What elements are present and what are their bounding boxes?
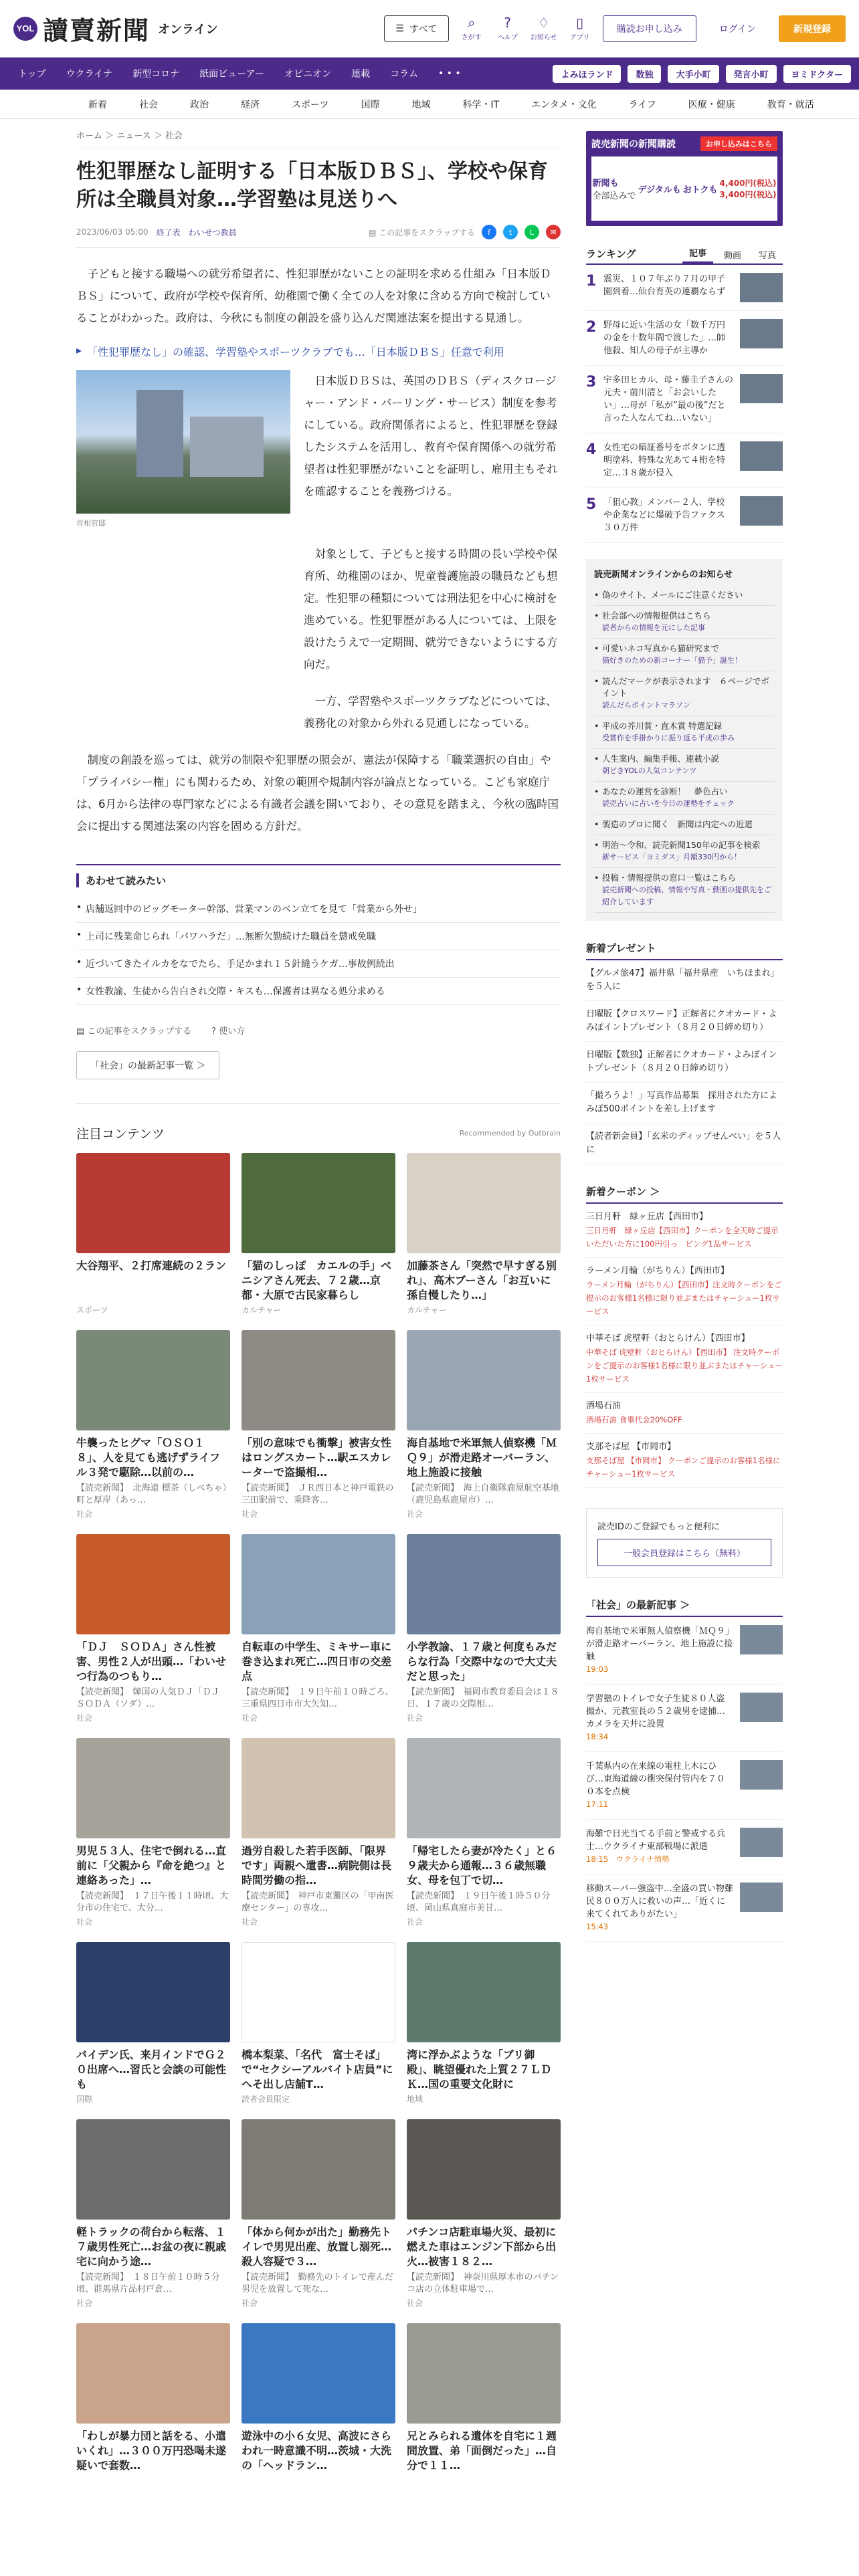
gnav-item[interactable]: 連載: [351, 69, 371, 80]
article-paragraph: 制度の創設を巡っては、就労の制限や犯罪歴の照会が、憲法が保障する「職業選択の自由」や「プライバシー権」にも関わるため、対象の範囲や規制内容が論点となっている。こども家庭庁は、6月から法律の専門家などによる有識者会議を開いており、その意見を踏まえ、今秋の臨時国会に提出する関連法案の内容を固める方針だ。: [76, 754, 559, 833]
search-button[interactable]: ⌕ さがす: [461, 15, 482, 41]
coupon-title: 支那そば屋 【市岡市】: [586, 1442, 676, 1452]
menu-button[interactable]: ☰ すべて: [384, 15, 448, 42]
notice-item[interactable]: [594, 868, 775, 913]
card-category: スポーツ: [76, 1305, 108, 1315]
app-button[interactable]: ▯ アプリ: [569, 15, 590, 41]
ranking-item[interactable]: [586, 433, 783, 488]
notice-text: • 可愛いネコ写真から猫研究まで: [602, 643, 720, 653]
card-title[interactable]: 遊泳中の小６女児、高波にさらわれ一時意識不明…茨城・大洗の「ヘッドラン…: [242, 2430, 392, 2472]
content-card[interactable]: [76, 2119, 230, 2309]
card-image[interactable]: [242, 2323, 395, 2424]
card-summary: 【読売新聞】 １８日午前１０時５分頃、群馬県片品村戸倉…: [76, 2272, 220, 2294]
card-category: 社会: [407, 1917, 423, 1927]
ranking-text: 宇多田ヒカル、母・藤圭子さんの元夫・前川清と「お会いしたい」…母が「私が”最の後”だと言った人なんてね…いない」: [603, 375, 733, 423]
gnav-item[interactable]: トップ: [18, 69, 46, 80]
card-image[interactable]: [407, 2119, 561, 2220]
help-button[interactable]: ? ヘルプ: [497, 15, 518, 41]
latest-item[interactable]: [586, 1685, 783, 1752]
latest-text: [586, 1760, 733, 1811]
sub-nav: [0, 90, 859, 119]
content-card[interactable]: [76, 1534, 230, 1723]
coupon-detail: 支那そば屋 【市岡市】 クーポンご提示のお客様1名様にチャーシュー1枚サービス: [586, 1456, 781, 1479]
card-summary: 【読売新聞】 北海道 標茶（しべちゃ）町と厚岸（あっ…: [76, 1483, 227, 1505]
card-category: 社会: [242, 1509, 258, 1519]
notice-sub: 読者からの情報を元にした記事: [602, 623, 705, 632]
article-photo[interactable]: [76, 370, 290, 514]
latest-title-text: 学習塾のトイレで女子生徒８０人盗撮か、元教室長の５２歳男を逮捕…カメラを天井に設置: [586, 1694, 726, 1729]
ranking-item[interactable]: [586, 311, 783, 366]
ranking-thumb: [740, 319, 783, 348]
coupon-title: 酒場石油: [586, 1401, 622, 1411]
tab-article[interactable]: 記事: [682, 243, 713, 263]
content-card[interactable]: [242, 1153, 395, 1315]
gnav-pill[interactable]: 発言小町: [726, 65, 777, 83]
question-icon: ?: [211, 1027, 219, 1037]
help-icon: ?: [504, 15, 511, 31]
content-card[interactable]: [242, 1738, 395, 1927]
card-category: 社会: [242, 1713, 258, 1723]
hamburger-icon: ☰: [395, 23, 404, 34]
subscription-banner[interactable]: 読売新聞の新聞購読 お申し込みはこちら 新聞も 全部込みで デジタルも おトクも 4,400円(税込) 3,400円(税込): [586, 131, 783, 226]
latest-thumb: [740, 1625, 783, 1654]
latest-time: 15:43: [586, 1922, 609, 1931]
latest-title[interactable]: 「社会」の最新記事 ＞: [586, 1598, 783, 1617]
content-grid: [76, 1153, 561, 2473]
notice-text: • あなたの運営を診断！ 夢色占い: [602, 786, 728, 796]
latest-thumb: [740, 1760, 783, 1790]
content-card[interactable]: [407, 1738, 561, 1927]
card-image[interactable]: [242, 1330, 395, 1430]
notice-title: 読売新聞オンラインからのお知らせ: [594, 570, 733, 580]
card-title[interactable]: 「体から何かが出た」勤務先トイレで男児出産、放置し溺死…殺人容疑で３…: [242, 2226, 392, 2268]
present-item[interactable]: 【グルメ旅47】福井県「福井県産 いちほまれ」を５人に: [586, 960, 783, 1001]
subnav-item[interactable]: 国際: [361, 99, 380, 110]
notice-text: • 投稿・情報提供の窓口一覧はこちら: [602, 873, 737, 883]
subnav-item[interactable]: 教育・就活: [767, 99, 814, 110]
content-card[interactable]: [407, 2323, 561, 2473]
latest-title-text: 海難で日光当てる手前と警戒する兵士…ウクライナ東部戦場に派遣: [586, 1829, 726, 1852]
card-title[interactable]: 加藤茶さん「突然で早すぎる別れ」、高木ブーさん「お互いに孫自慢したり…」: [407, 1259, 557, 1301]
subnav-item[interactable]: 新着: [88, 99, 107, 110]
notice-item[interactable]: [594, 606, 775, 639]
outbrain-title: 注目コンテンツ: [76, 1127, 165, 1142]
subnav-item[interactable]: エンタメ・文化: [531, 99, 597, 110]
coupon-detail: 酒場石油 食事代金20%OFF: [586, 1415, 682, 1424]
card-category: 社会: [407, 1509, 423, 1519]
card-title[interactable]: 小学教諭、１７歳と何度もみだらな行為「交際中なので大丈夫だと思った」: [407, 1640, 557, 1683]
coupon-detail: 三日月軒 緑ヶ丘店【西田市】クーポンを全天時ご提示いただいた方に100円引っ ピング1品サービス: [586, 1226, 779, 1249]
card-category: カルチャー: [407, 1305, 447, 1315]
article-tag[interactable]: 終了表: [156, 227, 181, 237]
breadcrumb[interactable]: ホーム ＞ ニュース ＞ 社会: [76, 119, 561, 148]
article-paragraph: 子どもと接する職場への就労希望者に、性犯罪歴がないことの証明を求める仕組み「日本版ＤＢＳ」について、政府が学校や保育所、幼稚園で働く全ての人を対象に含める方向で検討していることがわかった。政府は、今秋にも制度の創設を盛り込んだ関連法案を提出する見通し。: [76, 267, 551, 324]
triangle-icon: ▸: [76, 344, 82, 356]
coupon-title[interactable]: 新着クーポン ＞: [586, 1184, 783, 1204]
content-card[interactable]: [76, 1330, 230, 1519]
search-icon: ⌕: [468, 15, 476, 31]
login-button[interactable]: ログイン: [719, 23, 756, 35]
present-item[interactable]: 日曜版【クロスワード】正解者にクオカード・よみぽイントプレゼント（８月２０日締め切り）: [586, 1001, 783, 1042]
notice-text: • 人生案内、編集手帳、連載小説: [602, 754, 720, 764]
card-title[interactable]: 兄とみられる遺体を自宅に１週間放置、弟「面倒だった」…自分で１１…: [407, 2430, 557, 2472]
content-card[interactable]: [407, 1330, 561, 1519]
ranking-text: 野母に近い生活の女「数千万円の金を十数年間で渡した」…師他殺、知人の母子が主導か: [603, 320, 726, 356]
subscribe-button[interactable]: 購読お申し込み: [603, 15, 696, 42]
card-title[interactable]: 「別の意味でも衝撃」被害女性はロングスカート…駅エスカレーターで盗撮相…: [242, 1436, 392, 1479]
content-card[interactable]: [407, 1942, 561, 2105]
notice-text: • 読んだマークが表示されます ６ページでポイント: [602, 676, 769, 698]
gnav-pill[interactable]: よみほランド: [553, 65, 621, 83]
card-category: 社会: [76, 1509, 93, 1519]
notice-sub: 読んだらポイントマラソン: [602, 701, 690, 710]
content-card[interactable]: [76, 1738, 230, 1927]
card-title[interactable]: バイデン氏、来月インドでＧ２０出席へ…習氏と会談の可能性も: [76, 2048, 227, 2090]
card-image[interactable]: [407, 1153, 561, 1253]
line-icon[interactable]: L: [524, 225, 539, 239]
latest-text: [586, 1693, 733, 1743]
card-title[interactable]: 男児５３人、住宅で倒れる…直前に「父親から『命を絶つ』と連絡あった」…: [76, 1844, 227, 1887]
notice-sub: 朝どきYOLの人気コンテンツ: [602, 766, 697, 775]
ranking-header: ランキング 記事 動画 写真: [586, 243, 783, 265]
present-item[interactable]: 【読者新会員】「玄米のディップせんべい」を５人に: [586, 1123, 783, 1164]
card-image[interactable]: [242, 1153, 395, 1253]
ranking-item[interactable]: [586, 366, 783, 433]
register-free-button[interactable]: 一般会員登録はこちら（無料）: [597, 1539, 771, 1566]
ranking-text: 女性宅の暗証番号をボタンに透明塗料、特殊な光あて４桁を特定…３８歳が侵入: [603, 443, 726, 478]
card-summary: 【読売新聞】 韓国の人気ＤＪ「ＤＪ ＳＯＤＡ（ソダ）…: [76, 1687, 229, 1709]
facebook-icon[interactable]: f: [482, 225, 496, 239]
content-card[interactable]: [242, 1534, 395, 1723]
main-column: [76, 119, 561, 2473]
notice-box: [586, 559, 783, 921]
card-title[interactable]: 自転車の中学生、ミキサー車に巻き込まれ死亡…四日市の交差点: [242, 1640, 392, 1683]
twitter-icon[interactable]: t: [503, 225, 518, 239]
card-image[interactable]: [242, 1942, 395, 2042]
coupon-item[interactable]: [586, 1204, 783, 1258]
article-meta: [76, 225, 561, 248]
scrap-icon: ▤: [76, 1027, 88, 1037]
article-date: 2023/06/03 05:00: [76, 227, 149, 237]
latest-item[interactable]: [586, 1752, 783, 1820]
subnav-item[interactable]: 社会: [139, 99, 158, 110]
card-category: 社会: [76, 2298, 93, 2308]
mail-icon[interactable]: ✉: [546, 225, 561, 239]
subnav-item[interactable]: 地域: [411, 99, 431, 110]
article-title: 性犯罪歴なし証明する「日本版ＤＢＳ」、学校や保育所は全職員対象…学習塾は見送りへ: [76, 160, 548, 211]
gnav-pill[interactable]: 大手小町: [668, 65, 719, 83]
content-card[interactable]: [242, 1942, 404, 2105]
content-card[interactable]: [407, 2119, 561, 2309]
notice-text: • 製造のプロに聞く 新聞は内定への近道: [602, 819, 753, 829]
coupon-detail: 中華そば 虎壁軒（おとらけん）【西田市】 注文時クーポンをご提示のお客様1名様に限り並ぶまたはチャーシュー1枚サービス: [586, 1348, 783, 1384]
card-image[interactable]: [407, 2323, 561, 2424]
register-button[interactable]: 新規登録: [779, 15, 846, 42]
card-summary: 【読売新聞】 神戸市東灘区の「甲南医療センター」の専攻…: [242, 1891, 394, 1913]
notice-sub: 読売占いに占いを今日の運勢をチェック: [602, 799, 735, 808]
ranking-item[interactable]: [586, 265, 783, 311]
content-card[interactable]: [242, 1330, 395, 1519]
card-summary: 【読売新聞】 １７日午後１１時頃、大分市の住宅で、大分…: [76, 1891, 229, 1913]
card-image[interactable]: [76, 1942, 230, 2042]
recommend-box: [76, 864, 561, 1005]
logo-sub: オンライン: [158, 22, 218, 37]
card-image[interactable]: [407, 1942, 561, 2042]
article-paragraph: 対象として、子どもと接する時間の長い学校や保育所、幼稚園のほか、児童養護施設の職員なども想定。性犯罪の種類については刑法犯を中心に検討を進めている。性犯罪歴がある人については、上限を設けたうえで一定期間、就労できないようにする方向だ。: [304, 548, 558, 671]
ranking-item[interactable]: [586, 488, 783, 543]
ranking-thumb: [740, 496, 783, 526]
logo-name: 讀賣新聞: [43, 15, 151, 45]
latest-item[interactable]: [586, 1617, 783, 1685]
latest-text: [586, 1883, 733, 1933]
latest-item[interactable]: [586, 1820, 783, 1874]
card-image[interactable]: [76, 1153, 230, 1253]
notice-item[interactable]: [594, 815, 775, 835]
present-title: 新着プレゼント: [586, 941, 783, 960]
card-summary: 【読売新聞】 海上自衛隊鹿屋航空基地（鹿児島県鹿屋市）…: [407, 1483, 559, 1505]
gnav-pill[interactable]: ヨミドクター: [783, 65, 851, 83]
notice-sub: 猫好きのための新コーナー「猫予」誕生！: [602, 656, 742, 665]
card-image[interactable]: [407, 1534, 561, 1634]
registration-box: 読売IDのご登録でもっと便利に 一般会員登録はこちら（無料）: [586, 1508, 783, 1578]
card-category: 社会: [76, 1917, 93, 1927]
coupon-title: 三日月軒 緑ヶ丘店【西田市】: [586, 1212, 708, 1222]
article-paragraph: 日本版ＤＢＳは、英国のＤＢＳ（ディスクロージャー・アンド・バーリング・サービス）制度を参考にしている。政府関係者によると、性犯罪歴を登録したシステムを活用し、教育や保育関係への就労希望者は性犯罪歴がないことを証明し、雇用主もそれを確認することを義務づける。: [304, 374, 558, 498]
card-summary: 【読売新聞】 勤務先のトイレで産んだ男児を放置して死な…: [242, 2272, 393, 2294]
card-image[interactable]: [76, 1534, 230, 1634]
latest-text: [586, 1828, 733, 1866]
coupon-detail: ラーメン月輪（がちりん）【西田市】注文時クーポンをご提示のお客様1名様に限り並ぶまたはチャーシュー1枚サービス: [586, 1280, 782, 1316]
notification-button[interactable]: ♢ お知らせ: [530, 15, 557, 41]
gnav-more[interactable]: • • •: [438, 68, 461, 79]
notice-sub: 受賞作を手掛かりに振り返る平成の歩み: [602, 734, 735, 742]
notice-item[interactable]: [594, 671, 775, 716]
card-image[interactable]: [76, 1330, 230, 1430]
notice-text: • 社会部への情報提供はこちら: [602, 611, 711, 621]
card-category: 国際: [76, 2095, 93, 2104]
latest-item[interactable]: [586, 1874, 783, 1942]
bell-icon: ♢: [537, 15, 550, 31]
latest-time: 18:34: [586, 1732, 609, 1741]
article-tag[interactable]: わいせつ教員: [188, 227, 237, 237]
ranking-number: 5: [586, 496, 597, 513]
coupon-item[interactable]: [586, 1393, 783, 1434]
gnav-item[interactable]: コラム: [390, 69, 418, 80]
latest-title-text: 移動スーパー強盗中…全盛の買い物難民８００万人に救いの声…「近くに来てくれてありがたい」: [586, 1884, 733, 1919]
photo-caption: 首相官邸: [76, 519, 106, 528]
coupon-item[interactable]: [586, 1434, 783, 1488]
ranking-text: 「狙心教」メンバー２人、学校や企業などに爆破予告ファクス３０万件: [603, 498, 725, 533]
notice-item[interactable]: [594, 782, 775, 815]
card-title[interactable]: 軽トラックの荷台から転落、１７歳男性死亡…お盆の夜に親戚宅に向かう途…: [76, 2226, 227, 2268]
coupon-item[interactable]: [586, 1258, 783, 1325]
ranking-number: 4: [586, 441, 597, 458]
content-card[interactable]: [76, 2323, 230, 2473]
card-summary: 【読売新聞】 ＪＲ西日本と神戸電鉄の三田駅前で、乗降客…: [242, 1483, 394, 1505]
card-summary: 【読売新聞】 １９日午前１０時ごろ、三重県四日市市大矢知…: [242, 1687, 394, 1709]
notice-item[interactable]: [594, 835, 775, 868]
latest-list-button[interactable]: 「社会」の最新記事一覧 ＞: [76, 1051, 219, 1079]
recommend-item[interactable]: • 店舗返回中のビッグモーター幹部、営業マンのベン立てを見て「営業から外せ」: [76, 895, 561, 923]
ranking-thumb: [740, 374, 783, 403]
site-logo[interactable]: [13, 10, 217, 47]
gnav-item[interactable]: 紙面ビューアー: [199, 69, 265, 80]
card-title[interactable]: 「わしが暴力団と話をる、小遣いくれ」…３００万円恐喝未遂疑いで套数…: [76, 2430, 227, 2472]
card-category: 社会: [407, 2298, 423, 2308]
sidebar: [586, 119, 783, 2473]
card-title[interactable]: 大谷翔平、２打席連続の２ラン: [76, 1259, 227, 1272]
card-image[interactable]: [407, 1738, 561, 1838]
card-image[interactable]: [76, 1738, 230, 1838]
content-card[interactable]: [76, 1153, 230, 1315]
tab-video[interactable]: 動画: [723, 251, 741, 261]
notice-sub: 新サービス「ヨミダス」月額330円から！: [602, 853, 741, 861]
gnav-pill[interactable]: 数独: [628, 65, 661, 83]
latest-thumb: [740, 1693, 783, 1722]
subnav-item[interactable]: ライフ: [628, 99, 656, 110]
recommend-item[interactable]: • 近づいてきたイルカをなでたら、手足かまれ１５針縫うケガ…事故例続出: [76, 950, 561, 978]
latest-time: 17:11: [586, 1800, 609, 1809]
card-title[interactable]: 「帰宅したら妻が冷たく」と６９歳夫から通報…３６歳無職女、母を包丁で切…: [407, 1844, 557, 1887]
card-category: 地域: [407, 2095, 423, 2104]
card-title[interactable]: 「猫のしっぽ カエルの手」ベニシアさん死去、７２歳…京都・大原で古民家暮らし: [242, 1259, 392, 1301]
subnav-item[interactable]: スポーツ: [292, 99, 329, 110]
latest-text: [586, 1625, 733, 1676]
app-icon: ▯: [576, 15, 584, 31]
tab-photo[interactable]: 写真: [758, 251, 776, 261]
card-summary: 【読売新聞】 福岡市教育委員会は１８日、１７歳の交際相…: [407, 1687, 559, 1709]
ranking-number: 1: [586, 273, 597, 290]
present-item[interactable]: 「撮ろうよ！」写真作品募集 採用された方によみぽ500ポイントを差し上げます: [586, 1083, 783, 1123]
card-image[interactable]: [407, 1330, 561, 1430]
ranking-number: 3: [586, 374, 597, 391]
subnav-item[interactable]: 政治: [190, 99, 209, 110]
card-category: 社会: [76, 1713, 93, 1723]
content-card[interactable]: [242, 2323, 395, 2473]
gnav-item[interactable]: オピニオン: [284, 69, 332, 80]
content-card[interactable]: [407, 1534, 561, 1723]
ranking-thumb: [740, 273, 783, 302]
present-item[interactable]: 日曜版【数独】正解者にクオカード・よみぽイントプレゼント（８月２０日締め切り）: [586, 1042, 783, 1083]
related-link[interactable]: ▸ 「性犯罪歴なし」の確認、学習塾やスポーツクラブでも…「日本版ＤＢＳ」任意で利用: [76, 344, 504, 358]
recommend-item[interactable]: • 上司に残業命じられ「パワハラだ」…無断欠勤続けた職員を懲戒免職: [76, 923, 561, 950]
scrap-icon: ▤: [369, 227, 379, 237]
latest-thumb: [740, 1883, 783, 1912]
content-card[interactable]: [242, 2119, 395, 2309]
card-category: 社会: [407, 1713, 423, 1723]
notice-item[interactable]: [594, 585, 775, 606]
card-image[interactable]: [242, 2119, 395, 2220]
ranking-thumb: [740, 441, 783, 471]
latest-time: 18:15 ウクライナ情勢: [586, 1854, 670, 1864]
card-summary: 【読売新聞】 神奈川県厚木市のパチンコ店の立体駐車場で…: [407, 2272, 559, 2294]
howto-link[interactable]: ? 使い方: [211, 1027, 246, 1037]
card-title[interactable]: 「ＤＪ ＳＯＤＡ」さん性被害、男性２人が出頭…「わいせつ行為のつもり…: [76, 1640, 227, 1683]
global-nav: [0, 58, 859, 90]
scrap-link[interactable]: ▤ この記事をスクラップする: [369, 227, 475, 237]
card-summary: 【読売新聞】 １９日午後１時５０分頃、岡山県真庭市美甘…: [407, 1891, 551, 1913]
notice-item[interactable]: [594, 716, 775, 749]
article-paragraph: 一方、学習塾やスポーツクラブなどについては、義務化の対象から外れる見通しになっている。: [304, 695, 557, 730]
card-title[interactable]: 橋本梨菜、「名代 富士そば」で“セクシーアルバイト店員”に へそ出し店舗T…: [242, 2048, 404, 2090]
gnav-item[interactable]: ウクライナ: [66, 69, 113, 80]
subnav-item[interactable]: 医療・健康: [688, 99, 735, 110]
coupon-item[interactable]: [586, 1325, 783, 1393]
card-image[interactable]: [76, 2119, 230, 2220]
card-title[interactable]: パチンコ店駐車場火災、最初に燃えた車はエンジン下部から出火…被害１８２…: [407, 2226, 557, 2268]
notice-text: • 偽のサイト、メールにご注意ください: [602, 590, 743, 600]
latest-thumb: [740, 1828, 783, 1857]
latest-time: 19:03: [586, 1665, 609, 1674]
notice-text: • 明治〜令和、読売新聞150年の記事を検索: [602, 840, 761, 850]
card-category: 読者会員限定: [242, 2095, 290, 2104]
card-title[interactable]: 海自基地で米軍無人偵察機「ＭＱ９」が滑走路オーバーラン、地上施設に接触: [407, 1436, 557, 1479]
card-title[interactable]: 過労自殺した若手医師、「限界です」両親へ遺書…病院側は長時間労働の指…: [242, 1844, 392, 1887]
content-card[interactable]: [76, 1942, 230, 2105]
latest-title-text: 海自基地で米軍無人偵察機「ＭＱ９」が滑走路オーバーラン、地上施設に接触: [586, 1626, 733, 1662]
recommend-heading: あわせて読みたい: [76, 873, 561, 887]
subnav-item[interactable]: 科学・IT: [462, 99, 500, 110]
coupon-title: 中華そば 虎壁軒（おとらけん）【西田市】: [586, 1333, 750, 1344]
card-category: カルチャー: [242, 1305, 282, 1315]
logo-mark: YOL: [13, 17, 37, 41]
card-image[interactable]: [242, 1738, 395, 1838]
card-title[interactable]: 牛襲ったヒグマ「ＯＳＯ１８」、人を見ても逃げずライフル３発で駆除…以前の…: [76, 1436, 221, 1479]
notice-sub: 読売新聞への投稿、情報や写真・動画の提供先をご紹介しています: [602, 885, 771, 906]
outbrain-credit[interactable]: Recommended by Outbrain: [459, 1129, 561, 1138]
ranking-text: 震災、１０７年ぶり７月の甲子園到着…仙台育英の連覇ならず: [603, 274, 726, 297]
notice-item[interactable]: [594, 639, 775, 671]
latest-title-text: 千葉県内の在来線の電柱上木にひび…東海道線の衝突保付管内を７００本を点検: [586, 1761, 726, 1797]
notice-item[interactable]: [594, 749, 775, 782]
content-card[interactable]: [407, 1153, 561, 1315]
card-image[interactable]: [242, 1534, 395, 1634]
gnav-item[interactable]: 新型コロナ: [132, 69, 180, 80]
card-title[interactable]: 湾に浮かぶような「ブリ御殿」、眺望優れた上質２７ＬＤＫ…国の重要文化財に: [407, 2048, 552, 2090]
card-image[interactable]: [76, 2323, 230, 2424]
ranking-number: 2: [586, 319, 597, 336]
subnav-item[interactable]: 経済: [241, 99, 260, 110]
site-header: [0, 0, 859, 58]
coupon-title: ラーメン月輪（がちりん）【西田市】: [586, 1266, 729, 1276]
recommend-item[interactable]: • 女性教諭、生徒から告白され交際・キスも…保護者は異なる処分求める: [76, 978, 561, 1005]
card-category: 社会: [242, 1917, 258, 1927]
notice-text: • 平成の芥川賞・直木賞 特選記録: [602, 721, 722, 731]
card-category: 社会: [242, 2298, 258, 2308]
scrap-link-bottom[interactable]: ▤ この記事をスクラップする: [76, 1027, 192, 1037]
